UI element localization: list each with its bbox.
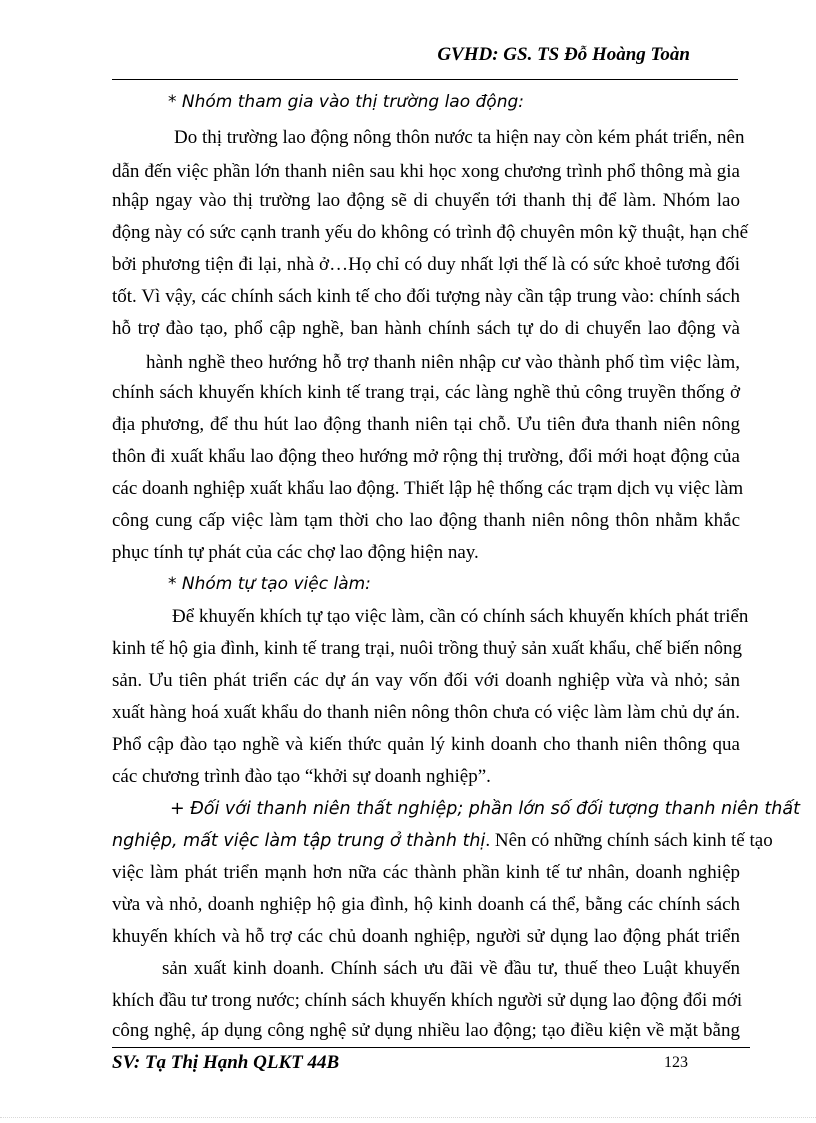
body-line: địa phương, để thu hút lao động thanh niên tại chỗ. Ưu tiên đưa thanh niên nông bbox=[112, 414, 740, 435]
page-header: GVHD: GS. TS Đỗ Hoàng Toàn bbox=[437, 44, 690, 65]
body-line: sản. Ưu tiên phát triển các dự án vay vốn đối với doanh nghiệp vừa và nhỏ; sản bbox=[112, 670, 740, 691]
footer-author: SV: Tạ Thị Hạnh QLKT 44B bbox=[112, 1052, 340, 1073]
header-rule bbox=[112, 79, 738, 80]
body-line: các doanh nghiệp xuất khẩu lao động. Thiết lập hệ thống các trạm dịch vụ việc làm bbox=[112, 478, 744, 499]
section-heading-labor-market: * Nhóm tham gia vào thị trường lao động: bbox=[168, 92, 524, 112]
body-line: xuất hàng hoá xuất khẩu do thanh niên nông thôn chưa có việc làm làm chủ dự án. bbox=[112, 702, 740, 723]
body-line: công nghệ, áp dụng công nghệ sử dụng nhiều lao động; tạo điều kiện về mặt bằng bbox=[112, 1020, 740, 1041]
body-text: . Nên có những chính sách kinh tế tạo bbox=[485, 830, 773, 851]
body-line: vừa và nhỏ, doanh nghiệp hộ gia đình, hộ kinh doanh cá thể, bằng các chính sách bbox=[112, 894, 740, 915]
subsection-unemployed: + Đối với thanh niên thất nghiệp; phần lớn số đối tượng thanh niên thất bbox=[170, 799, 800, 819]
body-line: dẫn đến việc phần lớn thanh niên sau khi học xong chương trình phổ thông mà gia bbox=[112, 161, 740, 182]
section-heading-self-employment: * Nhóm tự tạo việc làm: bbox=[168, 574, 371, 594]
body-line: thôn đi xuất khẩu lao động theo hướng mở rộng thị trường, đổi mới hoạt động của bbox=[112, 446, 740, 467]
body-line: hành nghề theo hướng hỗ trợ thanh niên nhập cư vào thành phố tìm việc làm, bbox=[146, 352, 740, 373]
body-line: khích đầu tư trong nước; chính sách khuyến khích người sử dụng lao động đổi mới bbox=[112, 990, 743, 1011]
body-line: công cung cấp việc làm tạm thời cho lao động thanh niên nông thôn nhằm khắc bbox=[112, 510, 740, 531]
body-line: các chương trình đào tạo “khởi sự doanh nghiệp”. bbox=[112, 766, 491, 787]
body-line-mixed bbox=[112, 829, 773, 853]
italic-phrase: nghiệp, mất việc làm tập trung ở thành thị bbox=[112, 831, 486, 851]
page-number: 123 bbox=[664, 1054, 688, 1071]
body-line: nhập ngay vào thị trường lao động sẽ di chuyển tới thanh thị để làm. Nhóm lao bbox=[112, 190, 740, 211]
body-line: Do thị trường lao động nông thôn nước ta hiện nay còn kém phát triển, nên bbox=[174, 127, 745, 148]
body-line: động này có sức cạnh tranh yếu do không có trình độ chuyên môn kỹ thuật, hạn chế bbox=[112, 222, 749, 243]
footer-rule bbox=[112, 1047, 750, 1048]
body-line: phục tính tự phát của các chợ lao động hiện nay. bbox=[112, 542, 479, 563]
body-line: khuyến khích và hỗ trợ các chủ doanh nghiệp, người sử dụng lao động phát triển bbox=[112, 926, 740, 947]
body-line: bởi phương tiện đi lại, nhà ở…Họ chỉ có duy nhất lợi thế là có sức khoẻ tương đối bbox=[112, 254, 740, 275]
page-edge-divider bbox=[0, 1117, 816, 1118]
body-line: chính sách khuyến khích kinh tế trang trại, các làng nghề thủ công truyền thống ở bbox=[112, 382, 740, 403]
body-line: Để khuyến khích tự tạo việc làm, cần có chính sách khuyến khích phát triển bbox=[172, 606, 749, 627]
body-line: sản xuất kinh doanh. Chính sách ưu đãi về đầu tư, thuế theo Luật khuyến bbox=[162, 958, 740, 979]
body-line: Phổ cập đào tạo nghề và kiến thức quản lý kinh doanh cho thanh niên thông qua bbox=[112, 734, 740, 755]
body-line: tốt. Vì vậy, các chính sách kinh tế cho đối tượng này cần tập trung vào: chính sách bbox=[112, 286, 740, 307]
body-line: hỗ trợ đào tạo, phổ cập nghề, ban hành chính sách tự do di chuyển lao động và bbox=[112, 318, 740, 339]
body-line: kinh tế hộ gia đình, kinh tế trang trại, nuôi trồng thuỷ sản xuất khẩu, chế biến nông bbox=[112, 638, 743, 659]
body-line: việc làm phát triển mạnh hơn nữa các thành phần kinh tế tư nhân, doanh nghiệp bbox=[112, 862, 740, 883]
